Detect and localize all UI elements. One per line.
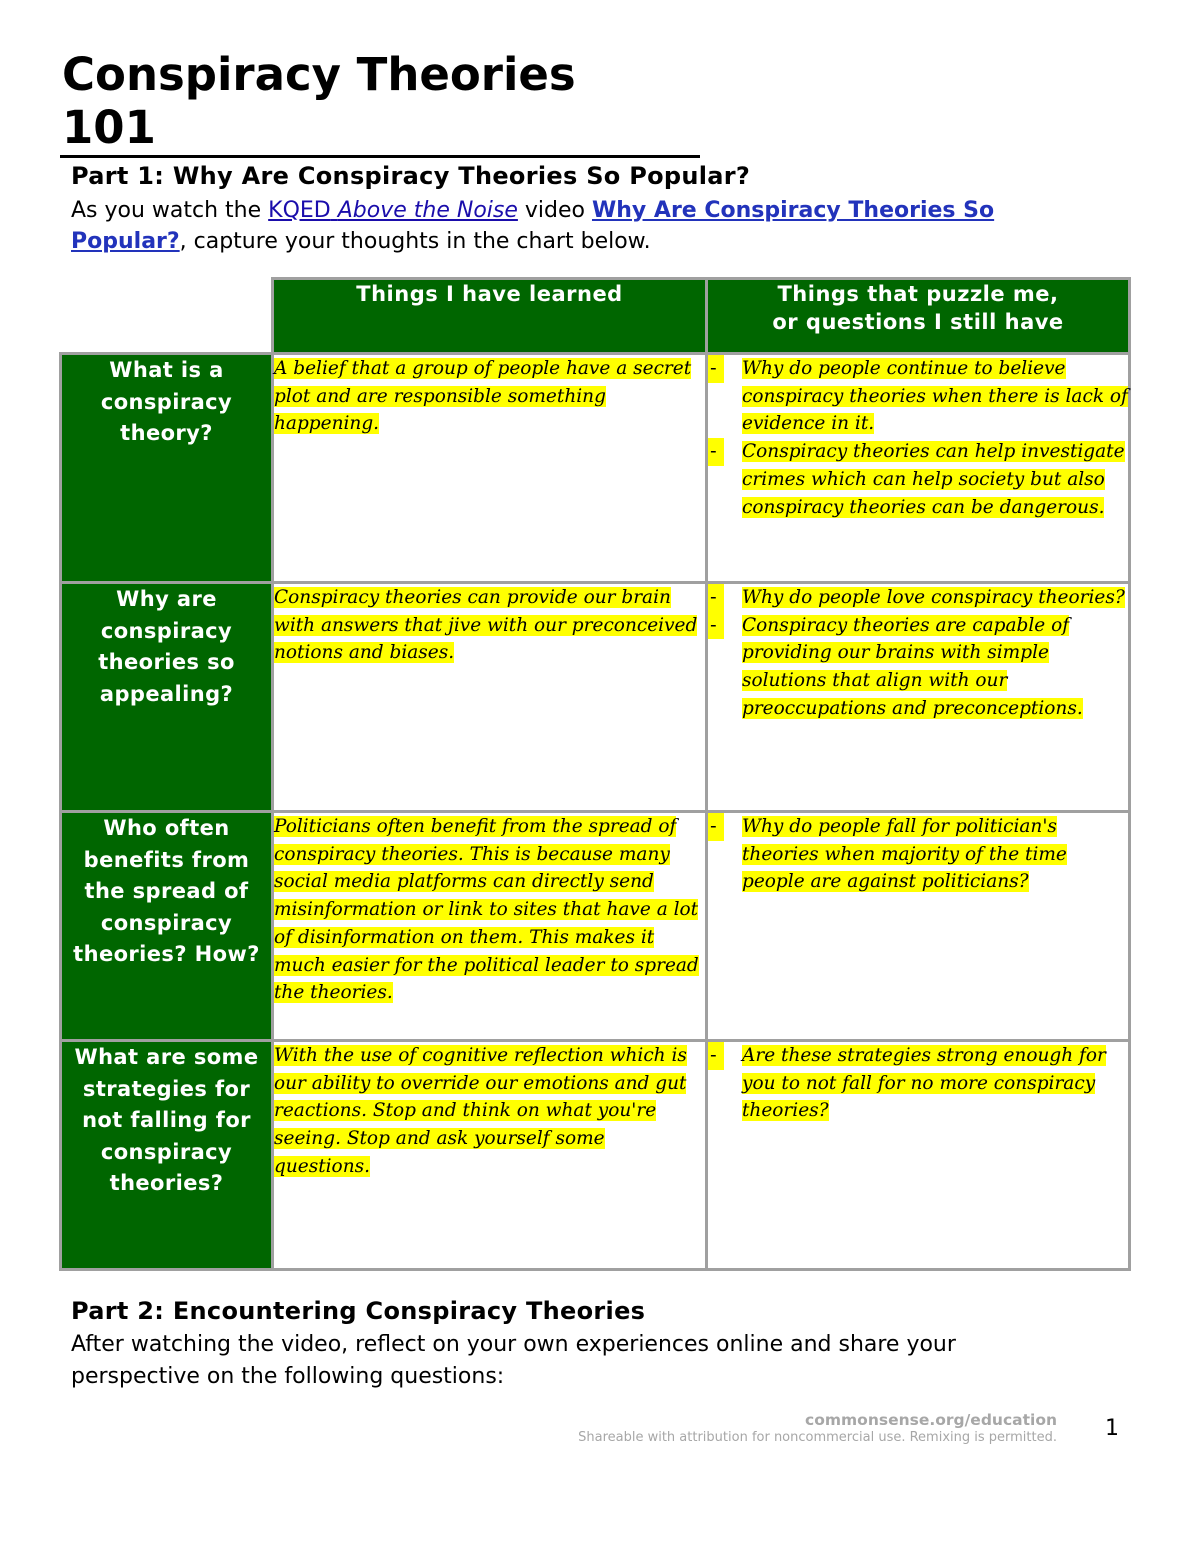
col-learned-label: Things I have learned <box>356 282 623 306</box>
footer-license-note: Shareable with attribution for noncommercial use. Remixing is permitted. <box>578 1430 1057 1445</box>
row-header: What is a conspiracy theory? <box>61 354 273 583</box>
col-header-learned <box>273 279 707 354</box>
bullet-dash: - <box>708 1042 724 1070</box>
question-text: Why do people continue to believe conspiracy theories when there is lack of evidence in it. <box>742 358 1128 435</box>
document-title <box>62 48 702 154</box>
question-text: Conspiracy theories are capable of providing our brains with simple solutions that align with our preoccupations and preconceptions. <box>742 614 1083 719</box>
questions-cell[interactable] <box>707 583 1130 812</box>
list-item <box>710 584 1128 612</box>
title-underline <box>60 155 700 158</box>
bullet-dash: - <box>708 355 724 383</box>
questions-cell[interactable] <box>707 812 1130 1041</box>
intro-text-mid: video <box>517 198 592 223</box>
questions-list <box>708 1042 1128 1125</box>
table-row <box>61 1041 1130 1270</box>
part1-heading: Part 1: Why Are Conspiracy Theories So Popular? <box>71 162 751 190</box>
question-text: Are these strategies strong enough for you to not fall for no more conspiracy theories? <box>742 1045 1106 1122</box>
row-header: Who often benefits from the spread of conspiracy theories? How? <box>61 812 273 1041</box>
learned-answer <box>274 1042 705 1181</box>
list-item <box>710 438 1128 521</box>
title-line-1: Conspiracy Theories <box>62 48 576 101</box>
kqed-link[interactable] <box>268 198 518 223</box>
part2-instructions: After watching the video, reflect on your own experiences online and share your perspective on the following questions: <box>71 1332 956 1389</box>
table-row <box>61 583 1130 812</box>
questions-cell[interactable] <box>707 1041 1130 1270</box>
questions-cell[interactable] <box>707 354 1130 583</box>
table-row <box>61 812 1130 1041</box>
list-item <box>710 355 1128 438</box>
learned-answer-text: A belief that a group of people have a secret plot and are responsible something happening. <box>274 358 692 435</box>
footer-site[interactable]: commonsense.org/education <box>805 1411 1057 1429</box>
thoughts-chart <box>59 277 1131 1271</box>
list-item <box>710 612 1128 723</box>
questions-list <box>708 355 1128 521</box>
learned-cell[interactable] <box>273 354 707 583</box>
table-corner <box>61 279 273 354</box>
video-link[interactable]: Why Are Conspiracy Theories So Popular? <box>71 198 995 254</box>
learned-answer-text: With the use of cognitive reflection which is our ability to override our emotions and gut reactions. Stop and think on what you're seeing. Stop and ask yourself some questions. <box>274 1045 687 1177</box>
question-text: Conspiracy theories can help investigate crimes which can help society but also conspiracy theories can be dangerous. <box>742 441 1125 518</box>
title-line-2: 101 <box>62 101 156 154</box>
question-text: Why do people fall for politician's theories when majority of the time people are against politicians? <box>742 816 1067 893</box>
page-number: 1 <box>1105 1416 1119 1441</box>
col-puzzle-line1: Things that puzzle me, <box>777 282 1059 306</box>
learned-answer <box>274 355 705 438</box>
learned-cell[interactable] <box>273 583 707 812</box>
learned-answer <box>274 813 705 1007</box>
list-item <box>710 1042 1128 1125</box>
learned-answer-text: Conspiracy theories can provide our brain with answers that jive with our preconceived notions and biases. <box>274 587 698 664</box>
col-puzzle-line2: or questions I still have <box>772 310 1064 334</box>
list-item <box>710 813 1128 896</box>
show-link-label: Above the Noise <box>337 198 518 223</box>
bullet-dash: - <box>708 584 724 612</box>
bullet-dash: - <box>708 612 724 640</box>
bullet-dash: - <box>708 813 724 841</box>
learned-answer-text: Politicians often benefit from the spread of conspiracy theories. This is because many social media platforms can directly send misinformation or link to sites that have a lot of disinformation on them. This makes it much easier for the political leader to spread the theories. <box>274 816 699 1004</box>
learned-cell[interactable] <box>273 1041 707 1270</box>
learned-answer <box>274 584 705 667</box>
part2-heading: Part 2: Encountering Conspiracy Theories <box>71 1297 646 1325</box>
question-text: Why do people love conspiracy theories? <box>742 587 1125 608</box>
questions-list <box>708 584 1128 723</box>
table-row <box>61 354 1130 583</box>
learned-cell[interactable] <box>273 812 707 1041</box>
intro-text-pre: As you watch the <box>71 198 269 223</box>
row-header: Why are conspiracy theories so appealing? <box>61 583 273 812</box>
intro-text-post: , capture your thoughts in the chart below. <box>179 229 651 254</box>
part1-intro <box>71 195 1081 257</box>
row-header: What are some strategies for not falling for conspiracy theories? <box>61 1041 273 1270</box>
bullet-dash: - <box>708 438 724 466</box>
col-header-puzzle <box>707 279 1130 354</box>
questions-list <box>708 813 1128 896</box>
kqed-link-label: KQED <box>268 198 331 223</box>
